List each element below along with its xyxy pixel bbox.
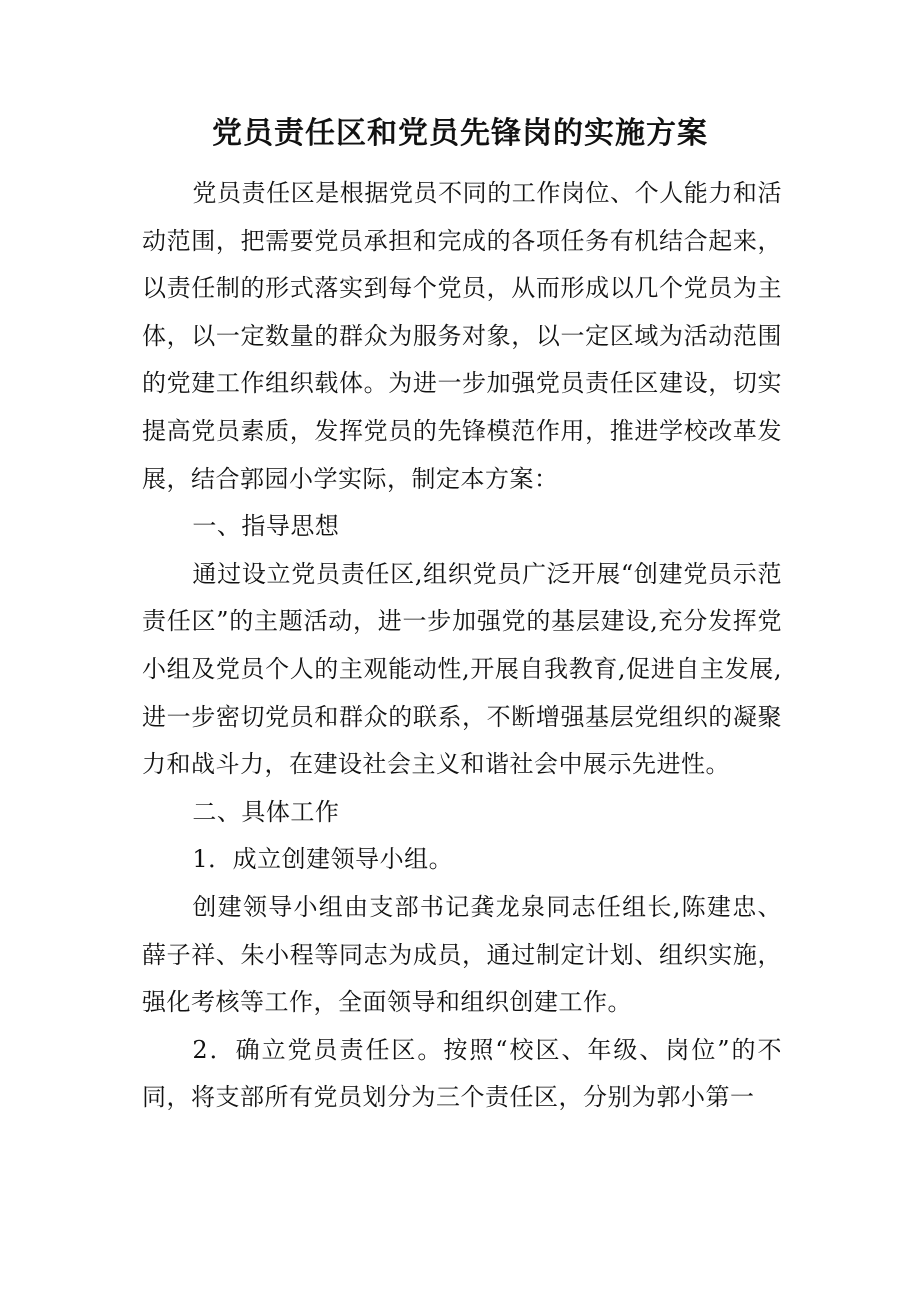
document-body [142,170,782,1122]
item-heading-leading-group: 1．成立创建领导小组。 [192,845,454,874]
paragraph-leading-group: 创建领导小组由支部书记龚龙泉同志任组长,陈建忠、薛子祥、朱小程等同志为成员，通过制定计划、组织实施，强化考核等工作，全面领导和组织创建工作。 [142,892,782,1017]
paragraph-responsibility-zones: 2．确立党员责任区。按照“校区、年级、岗位”的不同，将支部所有党员划分为三个责任区，分别为郭小第一 [142,1035,782,1112]
section-heading-guiding-ideology: 一、指导思想 [192,512,340,541]
paragraph-guiding-ideology: 通过设立党员责任区,组织党员广泛开展“创建党员示范责任区”的主题活动，进一步加强党的基层建设,充分发挥党小组及党员个人的主观能动性,开展自我教育,促进自主发展,进一步密切党员和群众的联系，不断增强基层党组织的凝聚力和战斗力，在建设社会主义和谐社会中展示先进性。 [142,559,782,779]
document-title: 党员责任区和党员先锋岗的实施方案 [212,116,708,151]
section-heading-specific-work: 二、具体工作 [192,797,340,826]
paragraph-intro: 党员责任区是根据党员不同的工作岗位、个人能力和活动范围，把需要党员承担和完成的各项任务有机结合起来，以责任制的形式落实到每个党员，从而形成以几个党员为主体，以一定数量的群众为服务对象，以一定区域为活动范围的党建工作组织载体。为进一步加强党员责任区建设，切实提高党员素质，发挥党员的先锋模范作用，推进学校改革发展，结合郭园小学实际，制定本方案： [142,179,782,493]
